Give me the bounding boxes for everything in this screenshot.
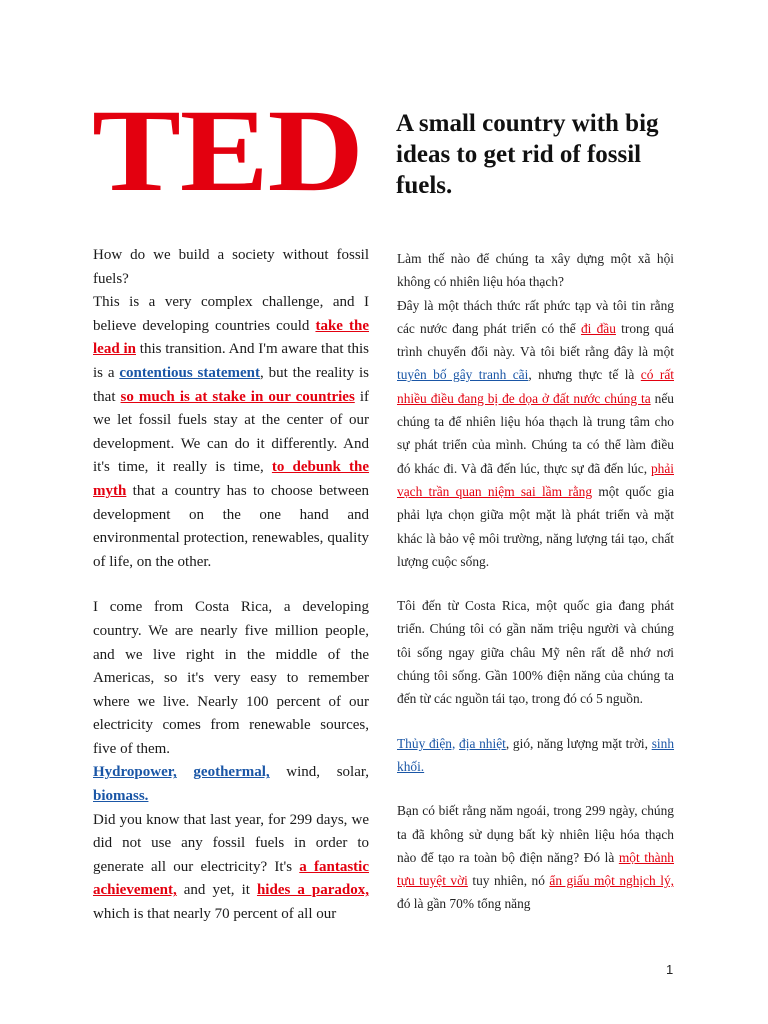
en-paragraph-5 bbox=[93, 809, 369, 927]
vi-highlight-vach-tran: phải vạch trần quan niệm sai lầm rằng bbox=[397, 460, 674, 499]
highlight-contentious-statement: contentious statement bbox=[119, 364, 261, 381]
vi-text: , gió, năng lượng mặt trời, bbox=[505, 735, 652, 751]
vi-paragraph-1: Làm thế nào để chúng ta xây dựng một xã hội không có nhiên liệu hóa thạch? bbox=[397, 251, 674, 290]
en-text: that a country has to choose between development on the one hand and environmental protection, renewables, quality of life, on the other. bbox=[93, 482, 369, 570]
vietnamese-column bbox=[397, 247, 674, 916]
vi-highlight-dia-nhiet: địa nhiệt bbox=[459, 735, 506, 751]
vi-highlight-sinh-khoi: sinh khối. bbox=[397, 735, 675, 774]
vi-highlight-tuyen-bo: tuyên bố gây tranh cãi bbox=[397, 367, 529, 383]
vi-highlight-nghich-ly: ẩn giấu một nghịch lý, bbox=[549, 873, 674, 889]
vi-highlight-thanh-tuu: một thành tựu tuyệt vời bbox=[397, 849, 674, 889]
en-paragraph-4 bbox=[93, 761, 369, 808]
en-text: wind, solar, bbox=[269, 764, 370, 781]
en-paragraph-2 bbox=[93, 291, 369, 574]
english-column bbox=[93, 244, 369, 927]
highlight-hides-paradox: hides a paradox, bbox=[256, 882, 369, 899]
en-text: if we let fossil fuels stay at the center of our development. We can do it differently. And it's time, it really is time, bbox=[93, 388, 369, 476]
vi-highlight-thuy-dien: Thủy điện, bbox=[397, 735, 456, 751]
highlight-debunk-myth: to debunk the myth bbox=[93, 459, 370, 499]
vi-text: đó là gần 70% tổng năng bbox=[397, 896, 531, 912]
vi-paragraph-2 bbox=[397, 294, 674, 574]
vi-text: trong quá trình chuyển đổi này. Và tôi biết rằng đây là một bbox=[397, 320, 674, 360]
paragraph-gap bbox=[93, 574, 369, 596]
en-paragraph-1: How do we build a society without fossil fuels? bbox=[93, 247, 369, 287]
vi-text: tuy nhiên, nó bbox=[467, 873, 550, 889]
vi-paragraph-4 bbox=[397, 732, 674, 779]
en-text: , but the reality is that bbox=[93, 364, 369, 405]
highlight-biomass: biomass. bbox=[93, 788, 149, 805]
vi-text: Đây là một thách thức rất phức tạp và tôi tin rằng các nước đang phát triển có thể bbox=[397, 297, 674, 336]
page-number: 1 bbox=[666, 962, 674, 977]
vi-text: một quốc gia phải lựa chọn giữa một mặt là phát triển và mặt khác là bảo vệ môi trường, năng lượng tái tạo, chất lượng cuộc sống. bbox=[397, 483, 675, 569]
highlight-fantastic-achievement: a fantastic achievement, bbox=[93, 858, 369, 899]
vi-paragraph-3: Tôi đến từ Costa Rica, một quốc gia đang phát triển. Chúng tôi có gần năm triệu người và chúng tôi sống ngay giữa châu Mỹ nên rất dễ nhớ nơi chúng tôi sống. Gần 100% điện năng của chúng ta đến từ các nguồn tái tạo, trong đó có 5 nguồn. bbox=[397, 598, 674, 707]
ted-logo: TED bbox=[92, 85, 363, 216]
vi-highlight-di-dau: đi đầu bbox=[580, 320, 616, 336]
highlight-take-the-lead: take the lead in bbox=[93, 317, 369, 358]
paragraph-gap bbox=[397, 711, 674, 732]
vi-text: Bạn có biết rằng năm ngoái, trong 299 ngày, chúng ta đã không sử dụng bất kỳ nhiên liệu hóa thạch nào để tạo ra toàn bộ điện năng? Đó là bbox=[397, 803, 674, 865]
highlight-hydropower: Hydropower, bbox=[93, 764, 177, 781]
paragraph-gap bbox=[397, 778, 674, 799]
en-text: and yet, it bbox=[176, 882, 257, 899]
en-text: this transition. And I'm aware that this is a bbox=[93, 341, 369, 381]
en-text: which is that nearly 70 percent of all our bbox=[93, 906, 337, 923]
paragraph-gap bbox=[397, 573, 674, 594]
vi-text: nếu chúng ta để nhiên liệu hóa thạch là trung tâm cho sự phát triển của mình. Chúng ta có thể làm điều đó khác đi. Và đã đến lúc, thực sự đã đến lúc, bbox=[397, 390, 674, 476]
en-paragraph-3: I come from Costa Rica, a developing country. We are nearly five million people, and we live right in the middle of the Americas, so it's very easy to remember where we live. Nearly 100 percent of our electricity comes from renewable sources, five of them. bbox=[93, 599, 369, 757]
highlight-geothermal: geothermal, bbox=[193, 764, 270, 781]
vi-highlight-de-doa: có rất nhiều điều đang bị đe dọa ở đất nước chúng ta bbox=[397, 367, 674, 406]
highlight-at-stake: so much is at stake in our countries bbox=[120, 388, 355, 405]
page-title: A small country with big ideas to get rid of fossil fuels. bbox=[396, 110, 659, 199]
vi-paragraph-5 bbox=[397, 799, 674, 915]
vi-text: , nhưng thực tế là bbox=[528, 367, 641, 383]
en-text: Did you know that last year, for 299 days, we did not use any fossil fuels in order to generate all our electricity? It's bbox=[93, 811, 369, 875]
en-text: This is a very complex challenge, and I believe developing countries could bbox=[93, 294, 369, 334]
